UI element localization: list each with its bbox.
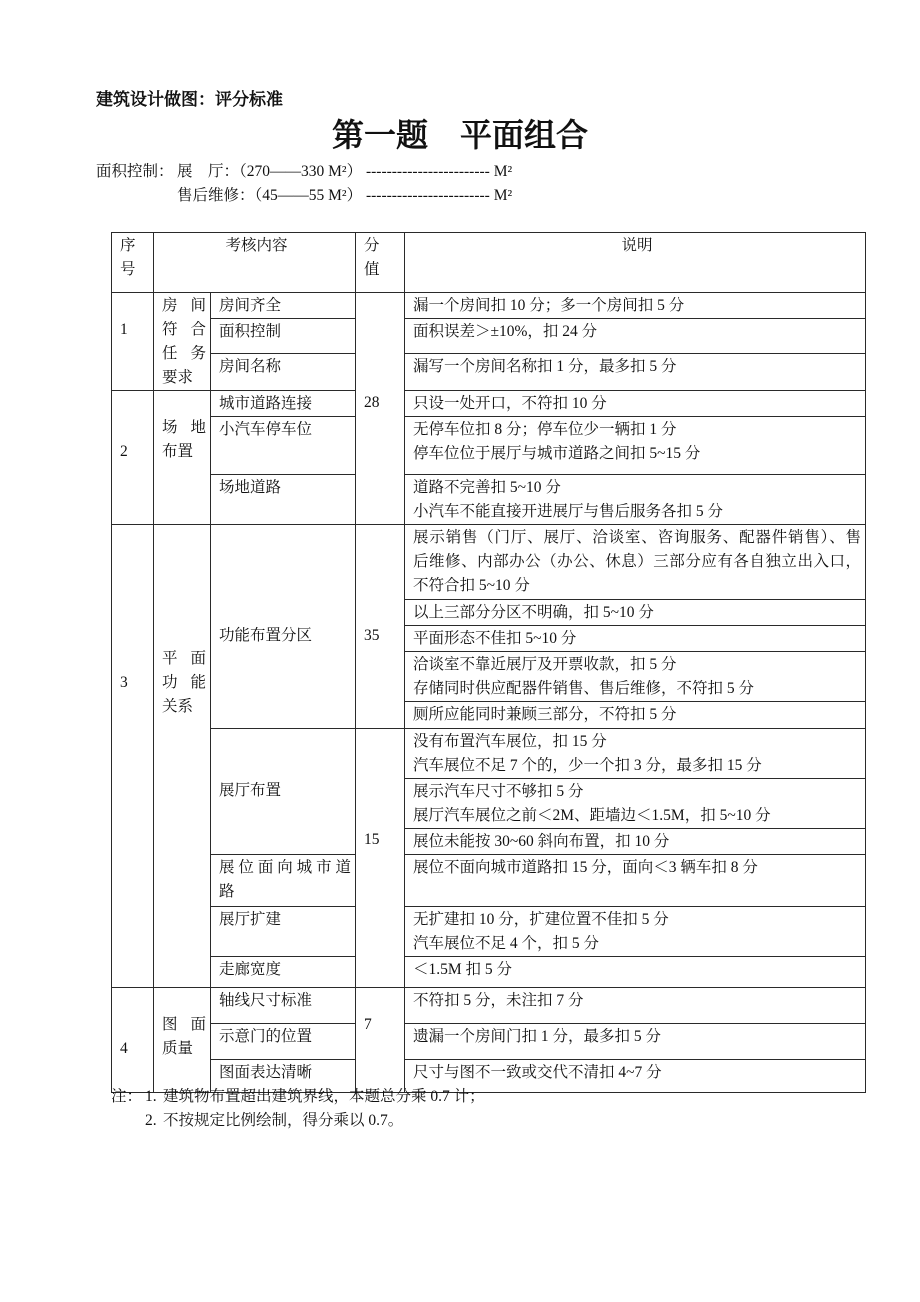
area-item-range: （45——55 M²） <box>254 187 363 204</box>
item-description: 无扩建扣 10 分，扩建位置不佳扣 5 分 汽车展位不足 4 个，扣 5 分 <box>405 907 866 957</box>
note-item <box>111 1109 485 1133</box>
area-item-range: （270——330 M²） <box>239 163 363 180</box>
table-row <box>112 525 866 600</box>
note-item <box>111 1085 485 1109</box>
area-item-blank: ------------------------ <box>365 163 490 180</box>
item-name: 展位面向城市道 路 <box>211 855 356 907</box>
item-description: ＜1.5M 扣 5 分 <box>405 957 866 988</box>
item-description: 面积误差＞±10%，扣 24 分 <box>405 319 866 354</box>
header-content: 考核内容 <box>154 233 356 293</box>
area-item-unit: M² <box>493 163 513 180</box>
section-category: 平面 功能 关系 <box>154 525 211 988</box>
item-description: 没有布置汽车展位，扣 15 分 汽车展位不足 7 个的，少一个扣 3 分，最多扣 15 分 <box>405 729 866 779</box>
section-category: 场地 布置 <box>154 391 211 525</box>
table-row <box>112 957 866 988</box>
item-name: 展厅布置 <box>211 729 356 855</box>
item-name: 图面表达清晰 <box>211 1060 356 1093</box>
section-no: 4 <box>112 988 154 1093</box>
area-control-line-showroom <box>96 160 512 184</box>
note-number: 2. <box>145 1112 157 1129</box>
item-name: 展厅扩建 <box>211 907 356 957</box>
document-heading: 建筑设计做图：评分标准 <box>96 90 283 110</box>
scoring-table <box>111 232 866 1093</box>
item-description: 只设一处开口，不符扣 10 分 <box>405 391 866 417</box>
item-description: 展示汽车尺寸不够扣 5 分 展厅汽车展位之前＜2M、距墙边＜1.5M，扣 5~10 分 <box>405 779 866 829</box>
item-name: 面积控制 <box>211 319 356 354</box>
table-row <box>112 354 866 391</box>
table-row <box>112 1024 866 1060</box>
item-description: 平面形态不佳扣 5~10 分 <box>405 626 866 652</box>
note-text: 不按规定比例绘制，得分乘以 0.7。 <box>163 1112 404 1129</box>
section-category: 图面 质量 <box>154 988 211 1093</box>
item-description: 遗漏一个房间门扣 1 分，最多扣 5 分 <box>405 1024 866 1060</box>
area-control-line-service <box>96 184 512 208</box>
header-no: 序 号 <box>112 233 154 293</box>
notes <box>111 1085 485 1133</box>
note-text: 建筑物布置超出建筑界线，本题总分乘 0.7 计； <box>163 1088 485 1105</box>
area-item-name: 展 厅： <box>177 163 240 180</box>
item-description: 展示销售（门厅、展厅、洽谈室、咨询服务、配器件销售）、售 后维修、内部办公（办公、休息）三部分应有各自独立出入口， 不符合扣 5~10 分 <box>405 525 866 600</box>
note-number: 1. <box>145 1088 157 1105</box>
notes-label: 注： <box>111 1088 143 1105</box>
area-item-unit: M² <box>493 187 513 204</box>
score-value: 28 <box>356 293 405 525</box>
table-row <box>112 907 866 957</box>
item-description: 漏一个房间扣 10 分；多一个房间扣 5 分 <box>405 293 866 319</box>
area-control <box>96 160 512 208</box>
area-item-blank: ------------------------ <box>365 187 490 204</box>
area-control-label: 面积控制： <box>96 163 174 180</box>
table-row <box>112 475 866 525</box>
item-name: 城市道路连接 <box>211 391 356 417</box>
score-value: 15 <box>356 729 405 988</box>
table-row <box>112 855 866 907</box>
item-name: 小汽车停车位 <box>211 417 356 475</box>
header-score: 分 值 <box>356 233 405 293</box>
section-no: 1 <box>112 293 154 391</box>
page-title: 第一题 平面组合 <box>331 116 588 154</box>
item-description: 洽谈室不靠近展厅及开票收款，扣 5 分 存储同时供应配器件销售、售后维修，不符扣 5 分 <box>405 652 866 702</box>
item-description: 以上三部分分区不明确，扣 5~10 分 <box>405 600 866 626</box>
item-description: 漏写一个房间名称扣 1 分，最多扣 5 分 <box>405 354 866 391</box>
item-name: 示意门的位置 <box>211 1024 356 1060</box>
item-name: 房间齐全 <box>211 293 356 319</box>
header-description: 说明 <box>405 233 866 293</box>
item-description: 不符扣 5 分，未注扣 7 分 <box>405 988 866 1024</box>
table-row <box>112 391 866 417</box>
item-name: 走廊宽度 <box>211 957 356 988</box>
item-description: 无停车位扣 8 分；停车位少一辆扣 1 分 停车位位于展厅与城市道路之间扣 5~15 分 <box>405 417 866 475</box>
item-description: 厕所应能同时兼顾三部分，不符扣 5 分 <box>405 702 866 729</box>
section-no: 3 <box>112 525 154 988</box>
item-description: 展位未能按 30~60 斜向布置，扣 10 分 <box>405 829 866 855</box>
table-row <box>112 319 866 354</box>
item-name: 功能布置分区 <box>211 525 356 729</box>
table-header-row <box>112 233 866 293</box>
section-no: 2 <box>112 391 154 525</box>
item-name: 轴线尺寸标准 <box>211 988 356 1024</box>
score-value: 7 <box>356 988 405 1093</box>
table-row <box>112 293 866 319</box>
item-description: 展位不面向城市道路扣 15 分，面向＜3 辆车扣 8 分 <box>405 855 866 907</box>
item-description: 道路不完善扣 5~10 分 小汽车不能直接开进展厅与售后服务各扣 5 分 <box>405 475 866 525</box>
table-row <box>112 729 866 779</box>
table-row <box>112 988 866 1024</box>
item-description: 尺寸与图不一致或交代不清扣 4~7 分 <box>405 1060 866 1093</box>
score-value: 35 <box>356 525 405 729</box>
item-name: 场地道路 <box>211 475 356 525</box>
item-name: 房间名称 <box>211 354 356 391</box>
area-item-name: 售后维修： <box>177 187 255 204</box>
table-row <box>112 417 866 475</box>
section-category: 房间 符合 任务 要求 <box>154 293 211 391</box>
